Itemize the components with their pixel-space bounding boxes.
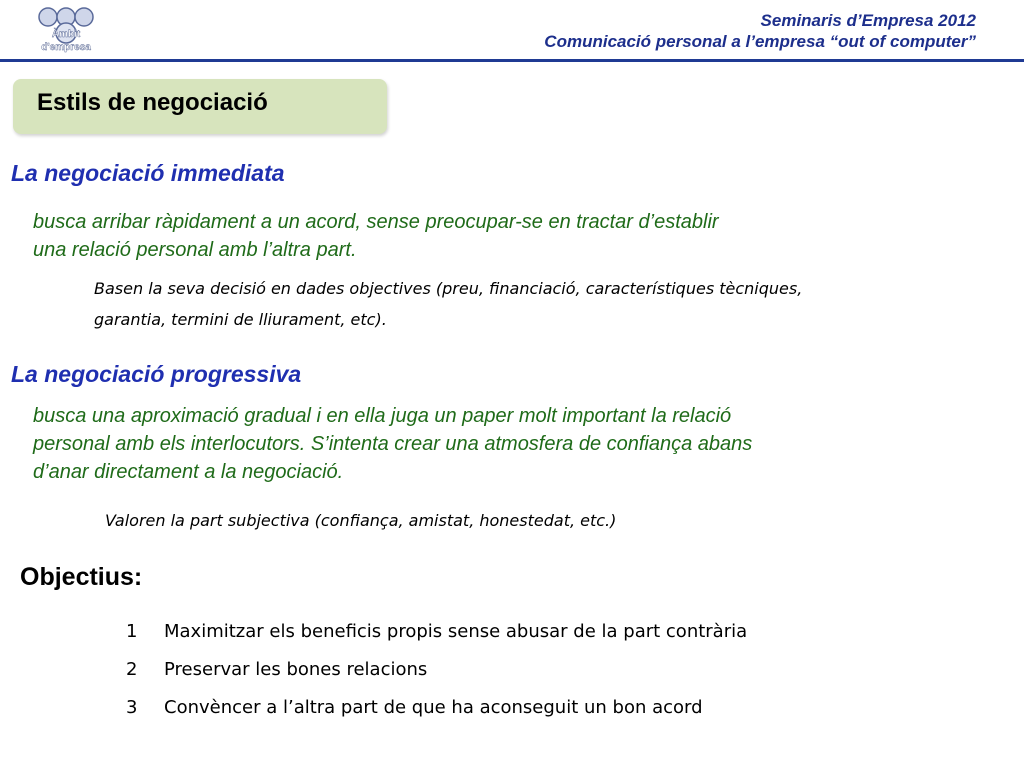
section-title: Estils de negociació (37, 89, 268, 116)
immediate-note-line-1: Basen la seva decisió en dades objectives (preu, financiació, característiques tècniques, (94, 279, 803, 298)
objective-text: Preservar les bones relacions (164, 659, 428, 680)
immediate-description (33, 208, 719, 264)
header-divider (0, 59, 1024, 62)
immediate-note (94, 273, 802, 335)
immediate-note-line-2: garantia, termini de lliurament, etc). (94, 310, 387, 329)
objective-number: 2 (126, 659, 138, 680)
ambit-empresa-logo (34, 6, 98, 56)
objectives-list (126, 617, 747, 731)
objective-item (126, 693, 747, 731)
seminar-subtitle: Comunicació personal a l’empresa “out of computer” (544, 32, 976, 51)
progressive-desc-line-3: d’anar directament a la negociació. (33, 461, 344, 483)
progressive-note: Valoren la part subjectiva (confiança, amistat, honestedat, etc.) (105, 511, 617, 530)
immediate-desc-line-1: busca arribar ràpidament a un acord, sense preocupar-se en tractar d’establir (33, 211, 719, 233)
objective-item (126, 617, 747, 655)
immediate-heading: La negociació immediata (11, 160, 285, 186)
header-titles (544, 10, 976, 52)
immediate-desc-line-2: una relació personal amb l’altra part. (33, 239, 357, 261)
progressive-desc-line-1: busca una aproximació gradual i en ella juga un paper molt important la relació (33, 405, 732, 427)
objective-text: Convèncer a l’altra part de que ha aconseguit un bon acord (164, 697, 703, 718)
objective-number: 3 (126, 697, 138, 718)
progressive-heading: La negociació progressiva (11, 361, 302, 387)
seminar-title: Seminaris d’Empresa 2012 (760, 11, 976, 30)
objectives-heading: Objectius: (20, 563, 143, 591)
progressive-desc-line-2: personal amb els interlocutors. S’intenta crear una atmosfera de confiança abans (33, 433, 753, 455)
progressive-description (33, 402, 752, 486)
objective-item (126, 655, 747, 693)
svg-text:d'empresa: d'empresa (41, 42, 91, 53)
svg-text:Àmbit: Àmbit (51, 29, 81, 40)
objective-text: Maximitzar els beneficis propis sense abusar de la part contrària (164, 621, 748, 642)
objective-number: 1 (126, 621, 138, 642)
